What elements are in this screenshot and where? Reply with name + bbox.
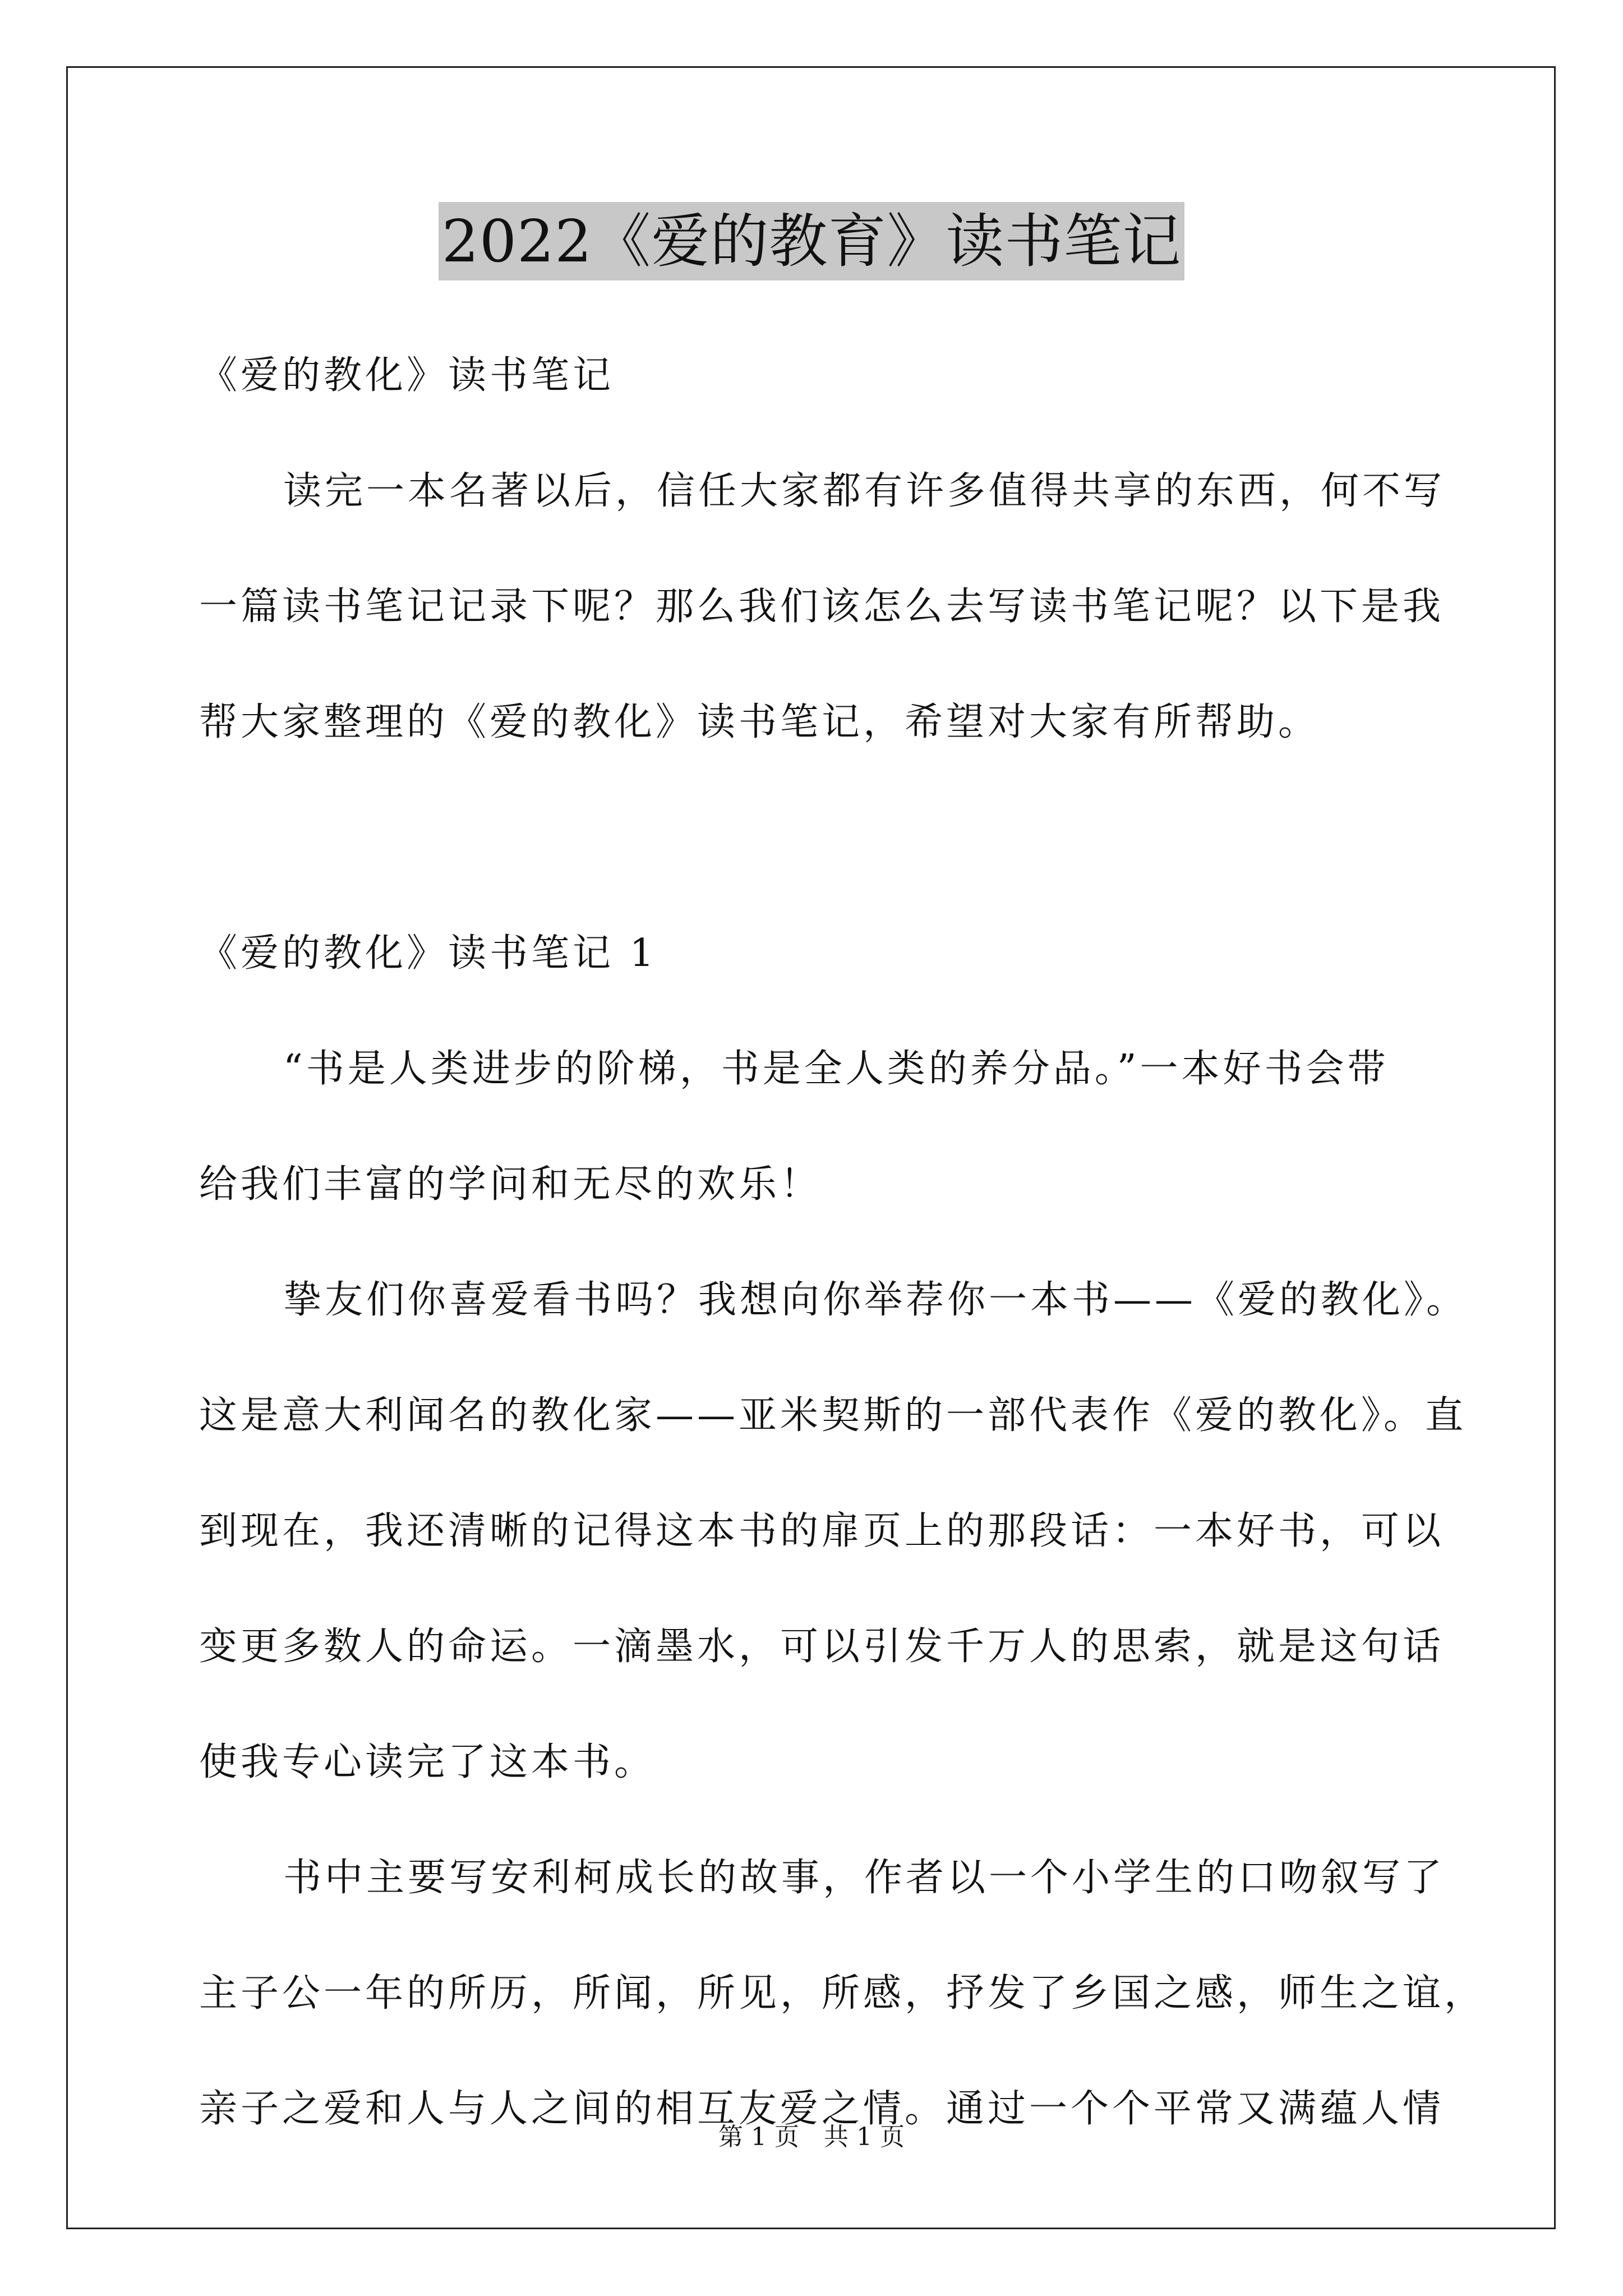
section-heading: 《爱的教化》读书笔记 — [199, 353, 615, 398]
paragraph-line: 亲子之爱和人与人之间的相互友爱之情。通过一个个平常又满蕴人情 — [199, 2087, 1445, 2131]
page-footer — [0, 2120, 1623, 2154]
document-body — [199, 337, 1486, 2185]
paragraph-line: 变更多数人的命运。一滴墨水，可以引发千万人的思索，就是这句话 — [199, 1625, 1445, 1669]
paragraph-line: 主子公一年的所历，所闻，所见，所感，抒发了乡国之感，师生之谊， — [199, 1971, 1486, 2016]
paragraph-line: 一篇读书笔记记录下呢？那么我们该怎么去写读书笔记呢？以下是我 — [199, 585, 1445, 629]
title-container — [0, 202, 1623, 280]
paragraph-line: 挚友们你喜爱看书吗？我想向你举荐你一本书——《爱的教化》。 — [283, 1278, 1468, 1322]
section-heading: 《爱的教化》读书笔记 1 — [199, 931, 657, 976]
paragraph-line: 使我专心读完了这本书。 — [199, 1740, 656, 1784]
paragraph-line: “书是人类进步的阶梯，书是全人类的养分品。”一本好书会带 — [283, 1047, 1389, 1091]
paragraph-line: 帮大家整理的《爱的教化》读书笔记，希望对大家有所帮助。 — [199, 700, 1320, 744]
document-title: 2022《爱的教育》读书笔记 — [439, 202, 1185, 280]
paragraph-line: 给我们丰富的学问和无尽的欢乐！ — [199, 1162, 822, 1207]
paragraph-line: 书中主要写安利柯成长的故事，作者以一个小学生的口吻叙写了 — [283, 1856, 1446, 1900]
paragraph-line: 这是意大利闻名的教化家——亚米契斯的一部代表作《爱的教化》。直 — [199, 1393, 1467, 1438]
page-number: 第 1 页 — [718, 2123, 799, 2151]
blank-line — [199, 799, 1455, 914]
page-total: 共 1 页 — [824, 2123, 905, 2151]
paragraph-line: 读完一本名著以后，信任大家都有许多值得共享的东西，何不写 — [283, 469, 1446, 513]
paragraph-line: 到现在，我还清晰的记得这本书的扉页上的那段话：一本好书，可以 — [199, 1509, 1445, 1553]
